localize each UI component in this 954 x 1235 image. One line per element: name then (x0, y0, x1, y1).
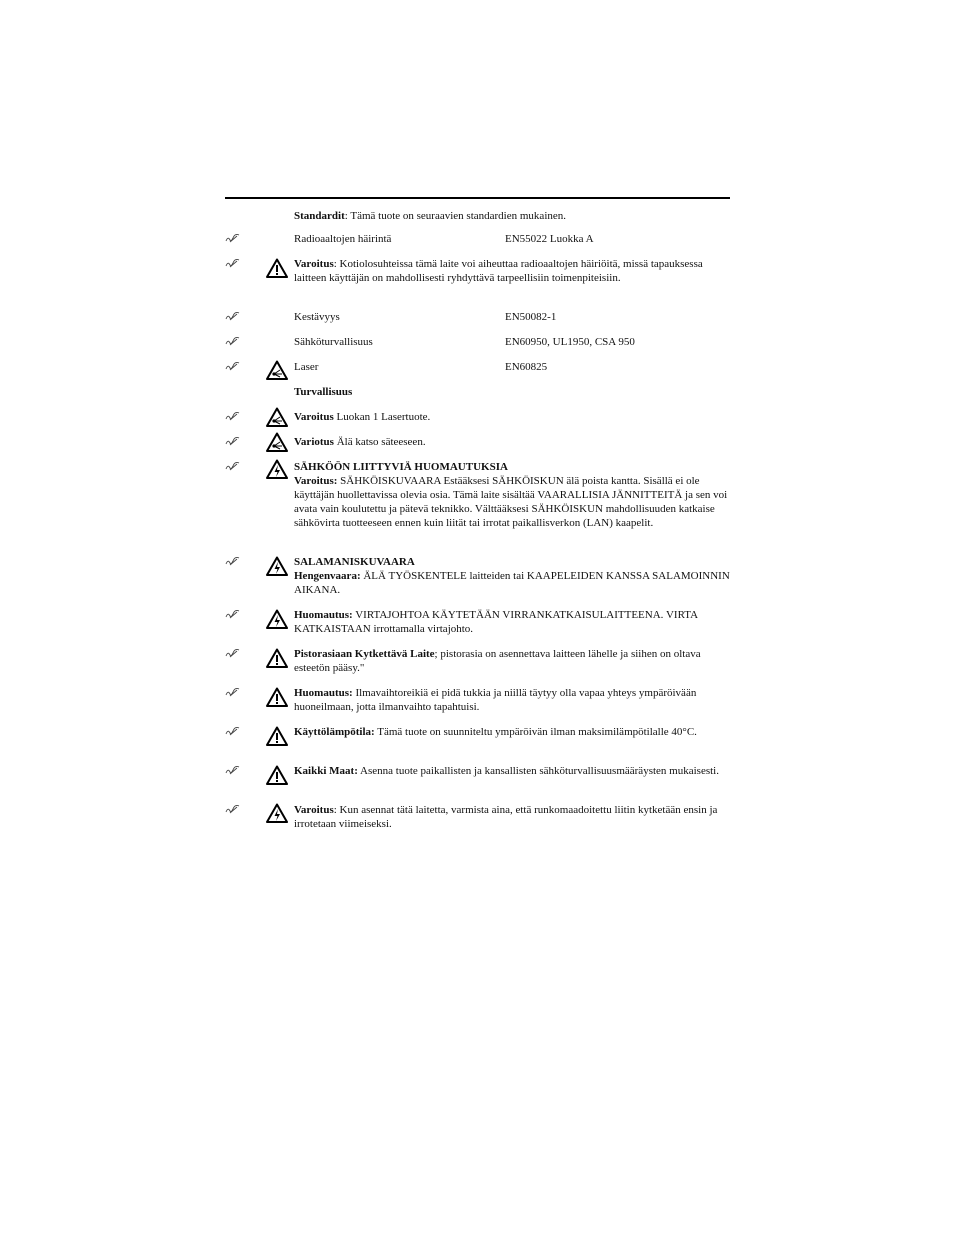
pencil-check-icon (225, 360, 241, 372)
pencil-check-icon (225, 335, 241, 347)
warning-text: : Kun asennat tätä laitetta, varmista aina, että runkomaadoitettu liitin kytketään ensin ja irrotetaan viimeiseksi. (294, 804, 718, 830)
standard-name: Radioaaltojen häirintä (294, 233, 392, 245)
warning-label: Varoitus (294, 804, 334, 816)
intro-label: Standardit (294, 210, 345, 222)
top-rule (225, 197, 730, 199)
warning-label: Varoitus (294, 258, 334, 270)
warning-text: Ilmavaihtoreikiä ei pidä tukkia ja niillä täytyy olla vapaa yhteys ympäröivään huoneilmaan, jotta ilmanvaihto tapahtuisi. (294, 687, 697, 713)
pencil-check-icon (225, 608, 241, 620)
pencil-check-icon (225, 647, 241, 659)
warning-text: SÄHKÖISKUVAARA Estääksesi SÄHKÖISKUN älä poista kantta. Sisällä ei ole käyttäjän huollettavissa olevia osia. Tämä laite sisältää VAARALLISIA JÄNNITTEITÄ ja sen voi avata vain koulutettu ja pätevä teknikko. Välttääksesi SÄHKÖISKUN mahdollisuuden katkaise sähkövirta tuotteeseen ennen kuin liität tai irrotat paikallisverkon (LAN) kaapelit. (294, 475, 728, 529)
pencil-check-icon (225, 764, 241, 776)
pencil-check-icon (225, 686, 241, 698)
warning-exclamation-icon (266, 687, 288, 707)
standard-name: Kestävyys (294, 311, 340, 323)
warning-label: Varoitus: (294, 475, 338, 487)
standard-value: EN60825 (505, 361, 548, 373)
warning-text: Älä katso säteeseen. (333, 436, 426, 448)
laser-warning-icon (266, 360, 288, 380)
electric-shock-icon (266, 556, 288, 576)
warning-text: Asenna tuote paikallisten ja kansallisten sähköturvallisuusmääräysten mukaisesti. (357, 765, 719, 777)
warning-text: ÄLÄ TYÖSKENTELE laitteiden tai KAAPELEIDEN KANSSA SALAMOINNIN AIKANA. (294, 570, 730, 596)
warning-label: Hengenvaara: (294, 570, 361, 582)
warning-label: Varoitus (294, 411, 334, 423)
pencil-check-icon (225, 410, 241, 422)
electric-shock-icon (266, 609, 288, 629)
laser-warning-icon (266, 432, 288, 452)
warning-label: Huomautus: (294, 609, 353, 621)
warning-label: Kaikki Maat: (294, 765, 358, 777)
standard-value: EN60950, UL1950, CSA 950 (505, 336, 635, 348)
warning-exclamation-icon (266, 726, 288, 746)
warning-label: Pistorasiaan Kytkettävä Laite (294, 648, 435, 660)
electric-shock-icon (266, 803, 288, 823)
warning-text: Tämä tuote on suunniteltu ympäröivän ilman maksimilämpötilalle 40°C. (374, 726, 697, 738)
section-heading: SALAMANISKUVAARA (294, 556, 415, 568)
warning-exclamation-icon (266, 258, 288, 278)
laser-warning-icon (266, 407, 288, 427)
standard-name: Laser (294, 361, 319, 373)
pencil-check-icon (225, 725, 241, 737)
pencil-check-icon (225, 232, 241, 244)
pencil-check-icon (225, 803, 241, 815)
warning-text: : Kotiolosuhteissa tämä laite voi aiheuttaa radioaaltojen häiriöitä, missä tapauksessa laitteen käyttäjän on mahdollisesti ryhdyttävä tarpeellisiin toimenpiteisiin. (294, 258, 703, 284)
pencil-check-icon (225, 310, 241, 322)
pencil-check-icon (225, 460, 241, 472)
warning-label: Käyttölämpötila: (294, 726, 375, 738)
standard-name: Sähköturvallisuus (294, 336, 373, 348)
standard-value: EN50082-1 (505, 311, 557, 323)
section-heading: SÄHKÖÖN LIITTYVIÄ HUOMAUTUKSIA (294, 461, 508, 473)
pencil-check-icon (225, 435, 241, 447)
warning-label: Huomautus: (294, 687, 353, 699)
warning-exclamation-icon (266, 765, 288, 785)
standard-value: EN55022 Luokka A (505, 233, 594, 245)
warning-text: VIRTAJOHTOA KÄYTETÄÄN VIRRANKATKAISULAITTEENA. VIRTA KATKAISTAAN irrottamalla virtajohto. (294, 609, 698, 635)
electric-shock-icon (266, 459, 288, 479)
warning-text: Luokan 1 Lasertuote. (333, 411, 431, 423)
pencil-check-icon (225, 555, 241, 567)
warning-label: Variotus (294, 436, 334, 448)
warning-exclamation-icon (266, 648, 288, 668)
section-heading: Turvallisuus (294, 386, 353, 398)
pencil-check-icon (225, 257, 241, 269)
warning-text: ; pistorasia on asennettava laitteen lähelle ja siihen on oltava esteetön pääsy." (294, 648, 701, 674)
intro-text: : Tämä tuote on seuraavien standardien mukainen. (344, 210, 567, 222)
